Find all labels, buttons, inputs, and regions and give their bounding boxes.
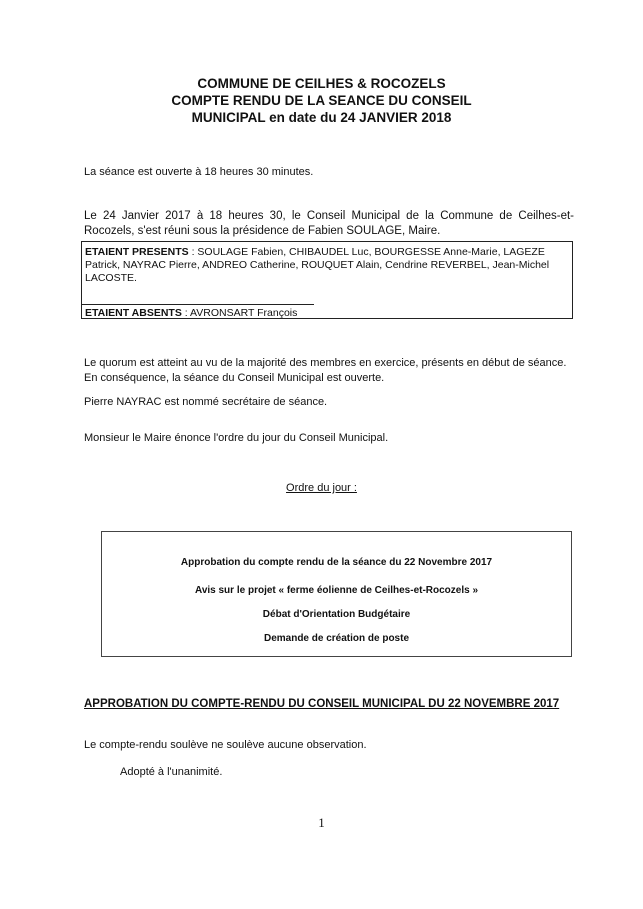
agenda-box [101,531,572,657]
agenda-title: Ordre du jour : [286,482,357,494]
section-text: Le compte-rendu soulève ne soulève aucune observation. [84,739,367,751]
agenda-item: Approbation du compte rendu de la séance du 22 Novembre 2017 [180,557,493,568]
absent-separator: : [181,307,191,319]
document-header [0,75,643,126]
header-line-1: COMMUNE DE CEILHES & ROCOZELS [197,76,446,91]
section-result: Adopté à l'unanimité. [120,766,223,778]
present-members [85,246,569,285]
absent-label: ETAIENT ABSENTS [85,307,182,319]
header-line-2: COMPTE RENDU DE LA SEANCE DU CONSEIL [171,93,472,108]
quorum-paragraph: Le quorum est atteint au vu de la majorité des membres en exercice, présents en début de séance. En conséquence, la séance du Conseil Municipal est ouverte. [84,357,567,384]
opening-paragraph: La séance est ouverte à 18 heures 30 minutes. [84,166,314,178]
section-heading: APPROBATION DU COMPTE-RENDU DU CONSEIL MUNICIPAL DU 22 NOVEMBRE 2017 [84,698,560,710]
header-line-3: MUNICIPAL en date du 24 JANVIER 2018 [191,110,452,125]
absent-names: AVRONSART François [190,307,298,319]
present-separator: : [188,246,198,258]
agenda-item: Demande de création de poste [263,633,410,644]
present-names: SOULAGE Fabien, CHIBAUDEL Luc, BOURGESSE Anne-Marie, LAGEZE Patrick, NAYRAC Pierre, ANDREO Catherine, ROUQUET Alain, Cendrine REVERBEL, Jean-Michel LACOSTE. [85,246,550,284]
present-label: ETAIENT PRESENTS [85,246,189,258]
secretary-paragraph: Pierre NAYRAC est nommé secrétaire de séance. [84,396,328,408]
page-number: 1 [318,815,325,830]
agenda-item: Débat d'Orientation Budgétaire [262,609,411,620]
agenda-intro-paragraph: Monsieur le Maire énonce l'ordre du jour du Conseil Municipal. [84,432,389,444]
absent-members [82,304,314,321]
attendance-box [81,241,573,319]
agenda-item: Avis sur le projet « ferme éolienne de Ceilhes-et-Rocozels » [194,585,479,596]
intro-paragraph: Le 24 Janvier 2017 à 18 heures 30, le Conseil Municipal de la Commune de Ceilhes-et-Rocozels, s'est réuni sous la présidence de Fabien SOULAGE, Maire. [84,210,574,237]
